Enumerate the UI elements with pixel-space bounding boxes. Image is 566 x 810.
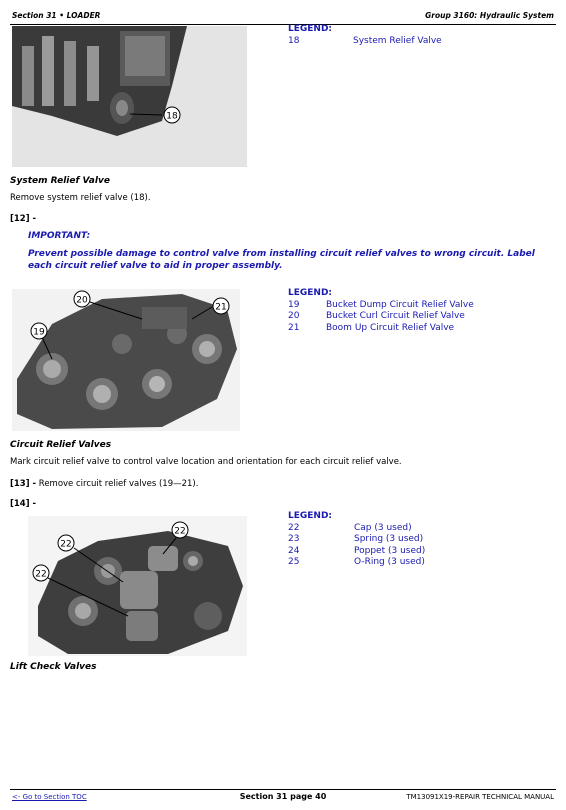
legend-text: Bucket Dump Circuit Relief Valve bbox=[326, 299, 474, 310]
step-12-label: [12] - bbox=[10, 214, 37, 224]
figure2-caption: Circuit Relief Valves bbox=[10, 440, 112, 450]
legend-num: 20 bbox=[288, 311, 300, 321]
callout-22-a: 22 bbox=[174, 526, 186, 537]
group-title: Group 3160: Hydraulic System bbox=[425, 11, 554, 20]
legend-text: Poppet (3 used) bbox=[354, 545, 426, 556]
callout-21: 21 bbox=[215, 302, 227, 313]
legend-text: System Relief Valve bbox=[353, 35, 442, 46]
section-title: Section 31 • LOADER bbox=[12, 11, 101, 20]
page-footer bbox=[10, 789, 556, 802]
important-heading: IMPORTANT: bbox=[28, 231, 91, 241]
legend-title: LEGEND: bbox=[288, 288, 333, 298]
step-13: [13] - Remove circuit relief valves (19—21). bbox=[10, 479, 199, 489]
circuit-relief-valves-photo bbox=[12, 289, 240, 431]
important-text: Prevent possible damage to control valve from installing circuit relief valves to wrong circuit. Label each circuit relief valve to aid in proper assembly. bbox=[28, 249, 535, 271]
figure2-instruction: Mark circuit relief valve to control valve location and orientation for each circuit relief valve. bbox=[10, 457, 402, 467]
system-relief-valve-photo bbox=[12, 26, 247, 167]
figure3-caption: Lift Check Valves bbox=[10, 662, 97, 672]
legend-figure3 bbox=[288, 511, 548, 569]
manual-title: TM13091X19-REPAIR TECHNICAL MANUAL bbox=[406, 793, 554, 801]
step-14-label: [14] - bbox=[10, 499, 37, 509]
legend-num: 23 bbox=[288, 534, 300, 544]
callout-19: 19 bbox=[33, 327, 45, 338]
legend-figure2 bbox=[288, 288, 548, 334]
callout-20: 20 bbox=[76, 295, 88, 306]
legend-num: 22 bbox=[288, 522, 300, 533]
figure1-caption: System Relief Valve bbox=[10, 176, 110, 186]
lift-check-valves-photo bbox=[28, 516, 247, 656]
callout-18: 18 bbox=[166, 111, 178, 122]
legend-text: O-Ring (3 used) bbox=[354, 557, 425, 567]
figure1-instruction: Remove system relief valve (18). bbox=[10, 193, 151, 203]
legend-num: 25 bbox=[288, 557, 300, 567]
page-number: Section 31 page 40 bbox=[239, 792, 327, 801]
callout-22-b: 22 bbox=[60, 539, 72, 550]
legend-text: Boom Up Circuit Relief Valve bbox=[326, 322, 455, 333]
legend-title: LEGEND: bbox=[288, 24, 333, 34]
legend-text: Cap (3 used) bbox=[354, 522, 412, 533]
legend-text: Bucket Curl Circuit Relief Valve bbox=[326, 311, 465, 321]
page-header bbox=[10, 10, 556, 25]
toc-link[interactable]: <- Go to Section TOC bbox=[12, 793, 87, 801]
legend-num: 19 bbox=[288, 299, 300, 310]
legend-num: 24 bbox=[288, 545, 300, 556]
legend-text: Spring (3 used) bbox=[354, 534, 424, 544]
legend-num: 21 bbox=[288, 322, 300, 333]
legend-title: LEGEND: bbox=[288, 511, 333, 521]
callout-22-c: 22 bbox=[35, 569, 47, 580]
legend-figure1 bbox=[288, 24, 548, 47]
legend-num: 18 bbox=[288, 35, 300, 46]
